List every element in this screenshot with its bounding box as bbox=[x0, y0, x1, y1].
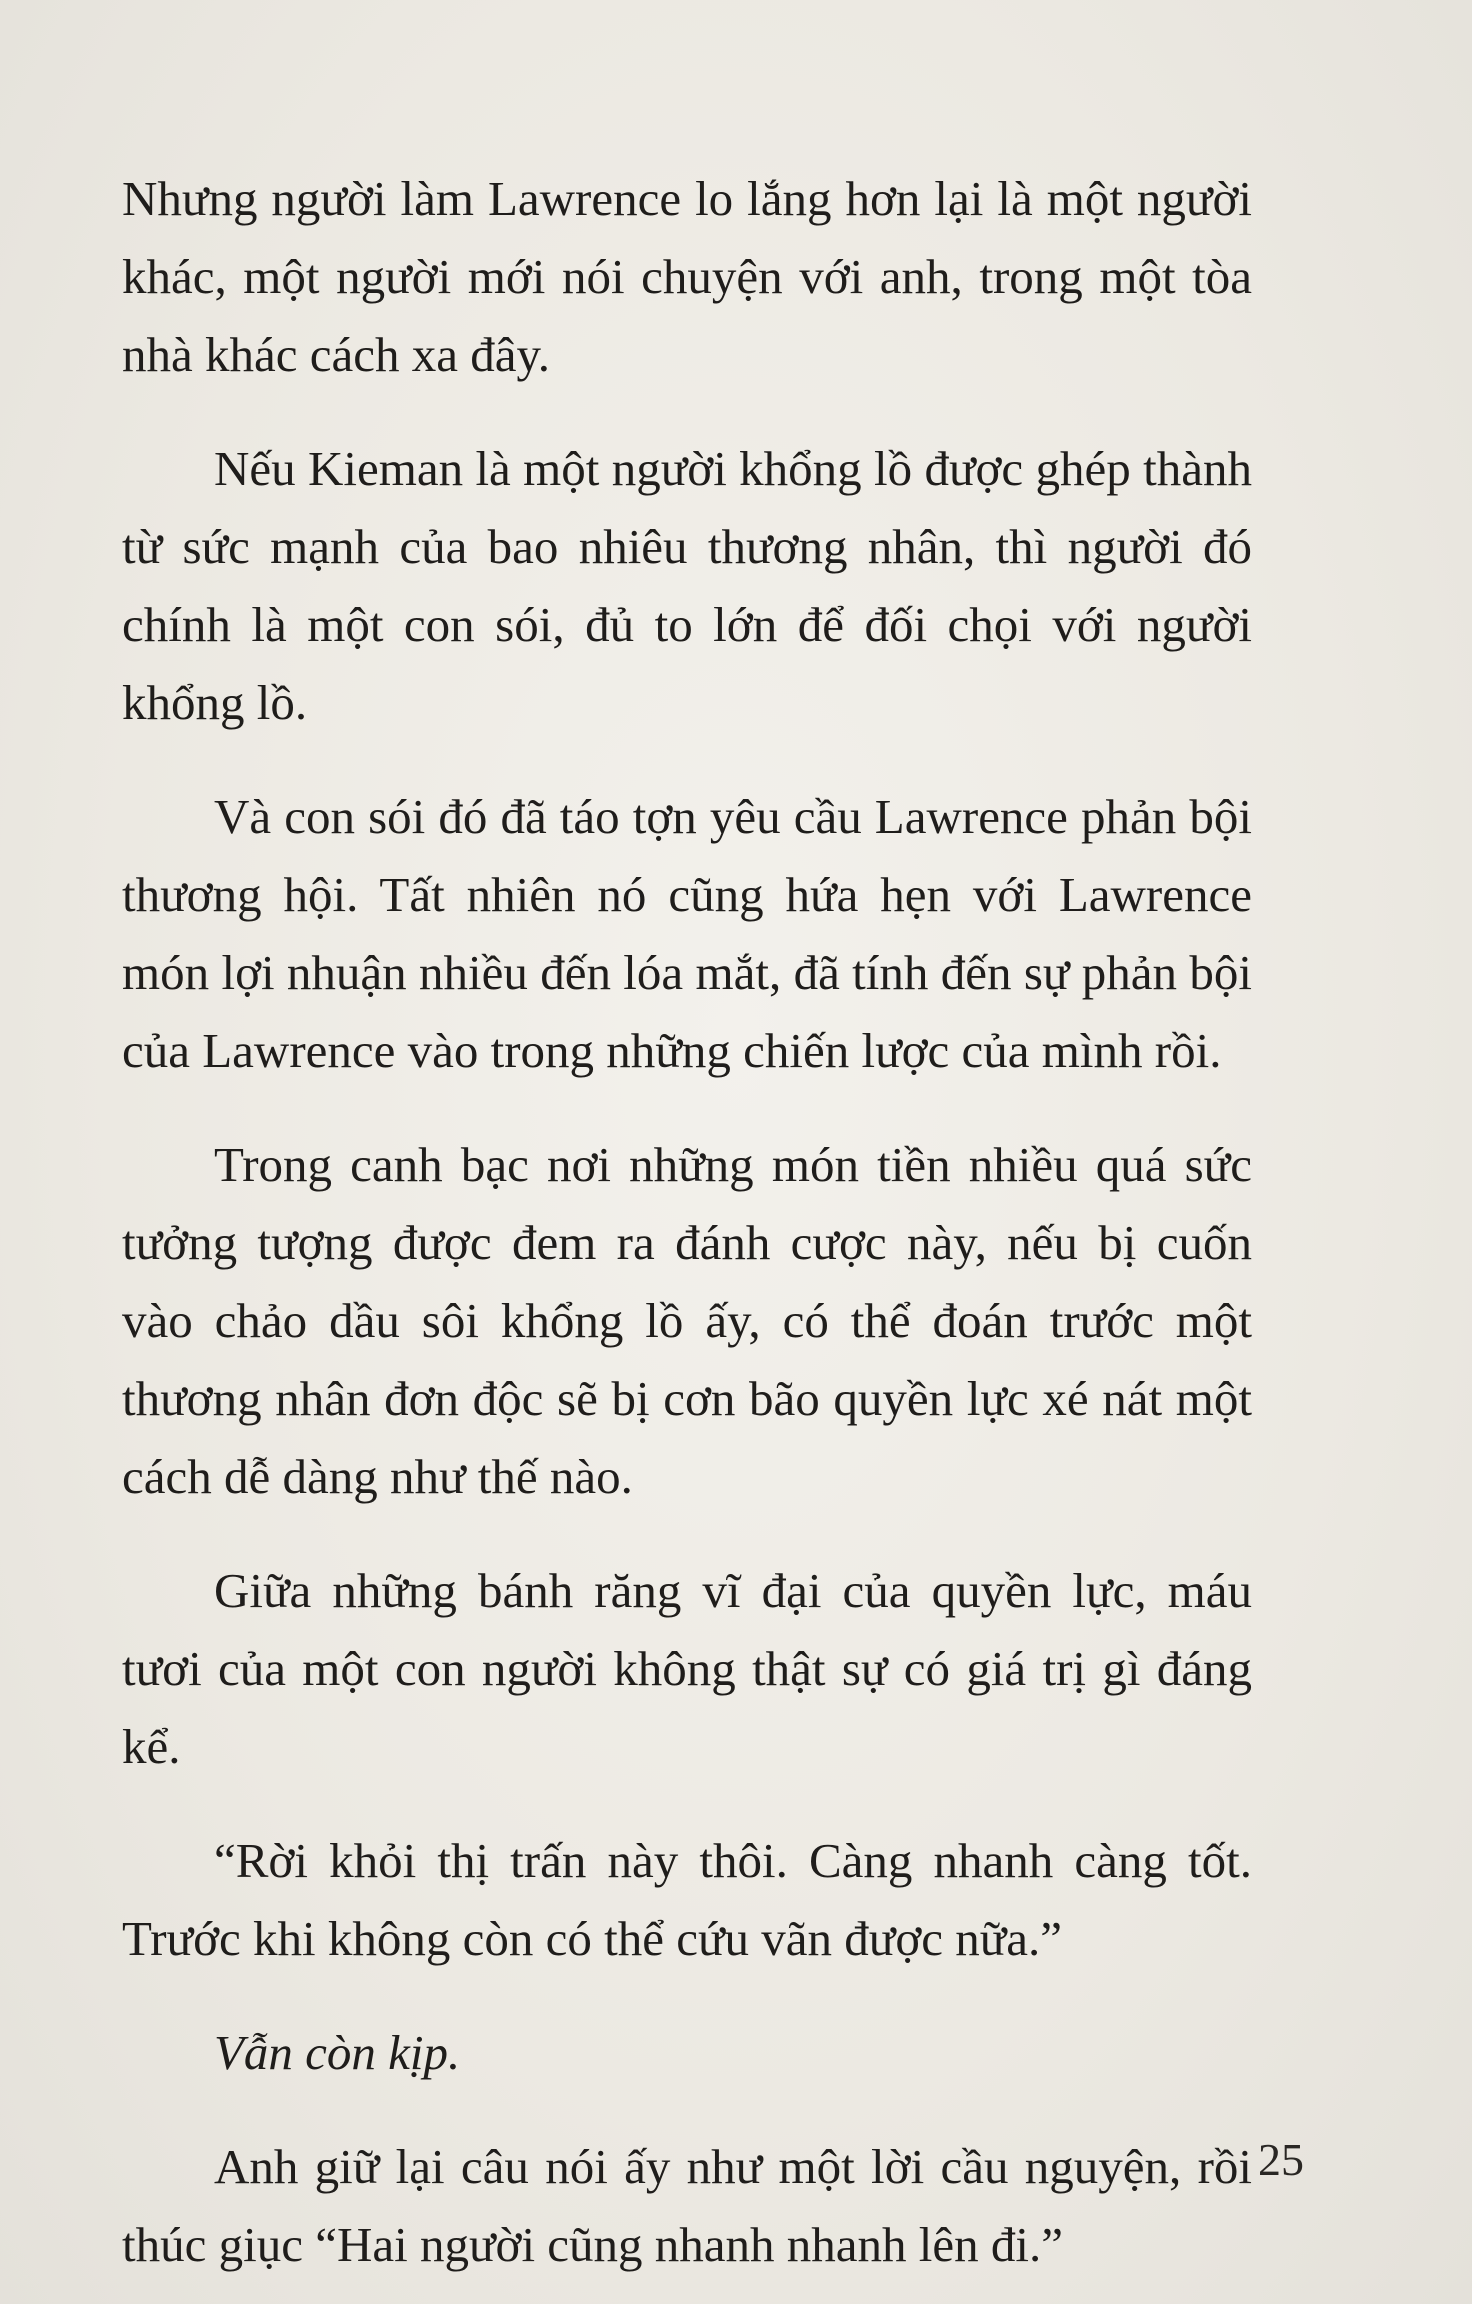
book-page-text bbox=[122, 160, 1252, 2284]
paragraph-4: Trong canh bạc nơi những món tiền nhiều quá sức tưởng tượng được đem ra đánh cược này, nếu bị cuốn vào chảo dầu sôi khổng lồ ấy, có thể đoán trước một thương nhân đơn độc sẽ bị cơn bão quyền lực xé nát một cách dễ dàng như thế nào. bbox=[122, 1137, 1252, 1504]
paragraph-6: “Rời khỏi thị trấn này thôi. Càng nhanh càng tốt. Trước khi không còn có thể cứu vãn được nữa.” bbox=[122, 1833, 1252, 1966]
paragraph-3: Và con sói đó đã táo tợn yêu cầu Lawrence phản bội thương hội. Tất nhiên nó cũng hứa hẹn với Lawrence món lợi nhuận nhiều đến lóa mắt, đã tính đến sự phản bội của Lawrence vào trong những chiến lược của mình rồi. bbox=[122, 789, 1252, 1078]
paragraph-5: Giữa những bánh răng vĩ đại của quyền lực, máu tươi của một con người không thật sự có giá trị gì đáng kể. bbox=[122, 1563, 1252, 1774]
page-number: 25 bbox=[1258, 2134, 1304, 2185]
paragraph-2: Nếu Kieman là một người khổng lồ được ghép thành từ sức mạnh của bao nhiêu thương nhân, thì người đó chính là một con sói, đủ to lớn để đối chọi với người khổng lồ. bbox=[122, 441, 1252, 730]
paragraph-8: Anh giữ lại câu nói ấy như một lời cầu nguyện, rồi thúc giục “Hai người cũng nhanh nhanh lên đi.” bbox=[122, 2139, 1252, 2272]
paragraph-7: Vẫn còn kịp. bbox=[214, 2025, 461, 2080]
paragraph-1: Nhưng người làm Lawrence lo lắng hơn lại là một người khác, một người mới nói chuyện với anh, trong một tòa nhà khác cách xa đây. bbox=[122, 171, 1252, 382]
